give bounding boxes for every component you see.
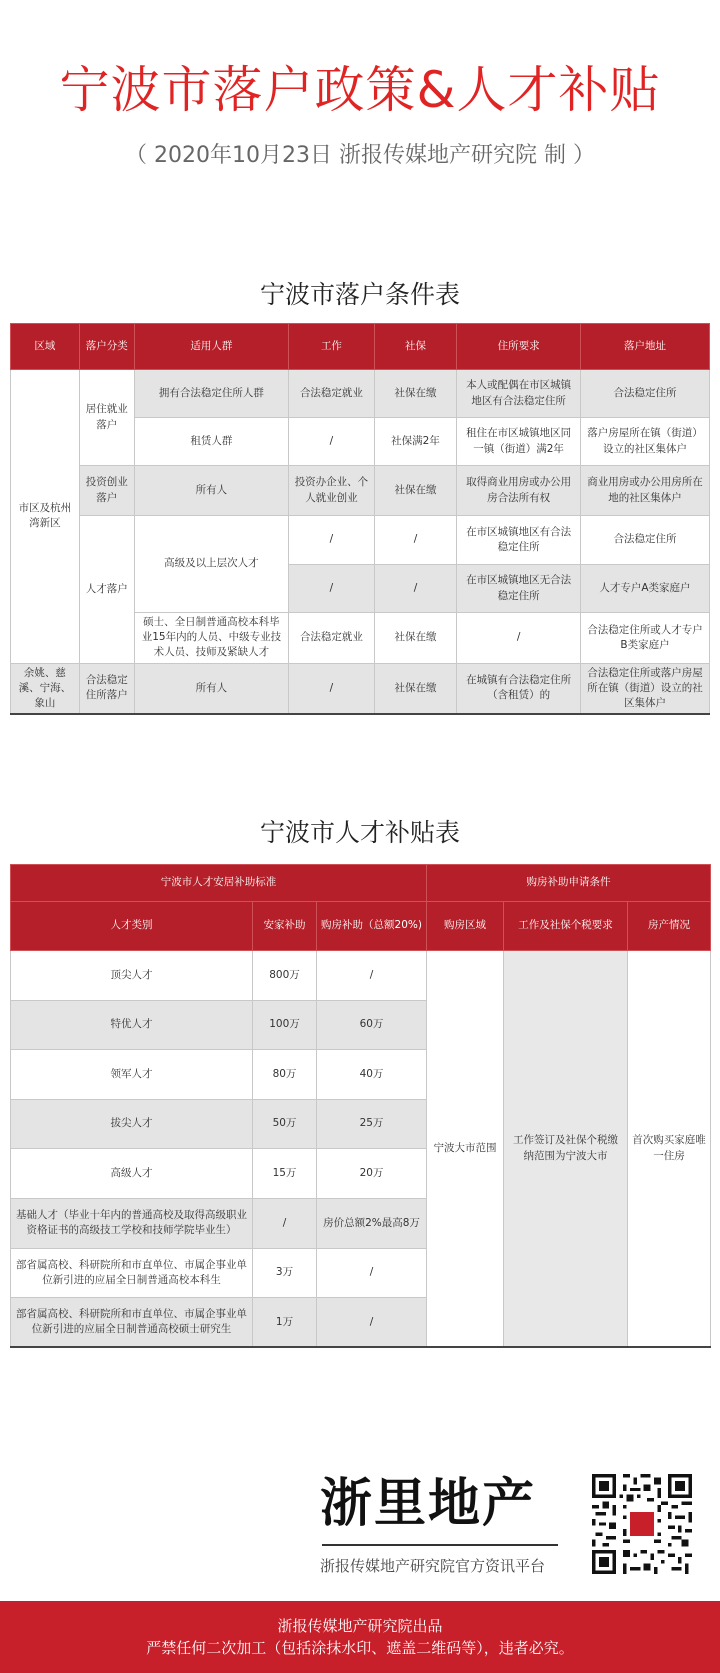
footer-line-1: 浙报传媒地产研究院出品 <box>277 1617 443 1635</box>
cell: 合法稳定住所 <box>580 370 709 418</box>
cell: 取得商业用房或办公用房合法所有权 <box>457 466 581 516</box>
settle-subsidy-cell: 3万 <box>253 1248 317 1298</box>
table-header-row <box>11 324 710 370</box>
header-cell: 落户分类 <box>79 324 134 370</box>
cell: 社保在缴 <box>374 613 456 664</box>
cell: / <box>374 565 456 613</box>
cell: 社保在缴 <box>374 370 456 418</box>
cell: 落户房屋所在镇（街道）设立的社区集体户 <box>580 418 709 466</box>
cell: 人才专户A类家庭户 <box>580 565 709 613</box>
table-row <box>11 370 710 418</box>
table-row <box>11 466 710 516</box>
talent-category-cell: 部省属高校、科研院所和市直单位、市属企事业单位新引进的应届全日制普通高校本科生 <box>11 1248 253 1298</box>
header-cell: 适用人群 <box>134 324 288 370</box>
header-cell: 购房区域 <box>427 902 504 951</box>
header-cell: 工作及社保个税要求 <box>504 902 628 951</box>
table-row <box>11 951 711 1001</box>
cell: / <box>289 418 375 466</box>
category-cell: 投资创业落户 <box>79 466 134 516</box>
cell: / <box>374 516 456 565</box>
talent-category-cell: 拔尖人才 <box>11 1099 253 1149</box>
header-cell: 住所要求 <box>457 324 581 370</box>
talent-category-cell: 顶尖人才 <box>11 951 253 1001</box>
header-cell: 社保 <box>374 324 456 370</box>
cell: 租赁人群 <box>134 418 288 466</box>
cell: 拥有合法稳定住所人群 <box>134 370 288 418</box>
category-cell: 人才落户 <box>79 516 134 664</box>
cell: 社保满2年 <box>374 418 456 466</box>
buy-subsidy-cell: / <box>317 951 427 1001</box>
cell: 合法稳定就业 <box>289 370 375 418</box>
header-cell: 落户地址 <box>580 324 709 370</box>
group-header-cell: 购房补助申请条件 <box>427 865 711 902</box>
cell: 本人或配偶在市区城镇地区有合法稳定住所 <box>457 370 581 418</box>
settle-subsidy-cell: 100万 <box>253 1000 317 1050</box>
buy-subsidy-cell: 60万 <box>317 1000 427 1050</box>
header-cell: 区域 <box>11 324 80 370</box>
cell: 硕士、全日制普通高校本科毕业15年内的人员、中级专业技术人员、技师及紧缺人才 <box>134 613 288 664</box>
settle-subsidy-cell: / <box>253 1198 317 1248</box>
footer-line-2: 严禁任何二次加工（包括涂抹水印、遮盖二维码等），违者必究。 <box>146 1639 574 1657</box>
settle-subsidy-cell: 80万 <box>253 1050 317 1100</box>
buy-subsidy-cell: / <box>317 1298 427 1348</box>
cell: 合法稳定就业 <box>289 613 375 664</box>
cell: 租住在市区城镇地区同一镇（街道）满2年 <box>457 418 581 466</box>
qr-code-icon <box>592 1474 692 1574</box>
settle-subsidy-cell: 15万 <box>253 1149 317 1199</box>
header-cell: 工作 <box>289 324 375 370</box>
buy-subsidy-cell: 40万 <box>317 1050 427 1100</box>
header-cell: 房产情况 <box>628 902 711 951</box>
buy-subsidy-cell: 25万 <box>317 1099 427 1149</box>
purchase-area-cell: 宁波大市范围 <box>427 951 504 1348</box>
brand-tagline: 浙报传媒地产研究院官方资讯平台 <box>320 1557 546 1575</box>
page-subtitle: （ 2020年10月23日 浙报传媒地产研究院 制 ） <box>125 143 595 168</box>
talent-category-cell: 高级人才 <box>11 1149 253 1199</box>
buy-subsidy-cell: 20万 <box>317 1149 427 1199</box>
cell: 商业用房或办公用房所在地的社区集体户 <box>580 466 709 516</box>
cell: 所有人 <box>134 663 288 714</box>
cell: 合法稳定住所或落户房屋所在镇（街道）设立的社区集体户 <box>580 663 709 714</box>
cell: / <box>457 613 581 664</box>
header-cell: 购房补助（总额20%) <box>317 902 427 951</box>
cell: 所有人 <box>134 466 288 516</box>
cell: / <box>289 565 375 613</box>
buy-subsidy-cell: / <box>317 1248 427 1298</box>
table-row <box>11 663 710 714</box>
cell: 在市区城镇地区无合法稳定住所 <box>457 565 581 613</box>
cell: / <box>289 663 375 714</box>
settlement-conditions-table <box>10 323 710 715</box>
cell: 社保在缴 <box>374 466 456 516</box>
category-cell: 合法稳定住所落户 <box>79 663 134 714</box>
header-cell: 安家补助 <box>253 902 317 951</box>
cell: 合法稳定住所 <box>580 516 709 565</box>
page-title: 宁波市落户政策&人才补贴 <box>59 61 661 119</box>
settle-subsidy-cell: 1万 <box>253 1298 317 1348</box>
work-requirement-cell: 工作签订及社保个税缴纳范围为宁波大市 <box>504 951 628 1348</box>
group-header-cell: 宁波市人才安居补助标准 <box>11 865 427 902</box>
settlement-table-title: 宁波市落户条件表 <box>259 280 460 309</box>
brand-logo-text: 浙里地产 <box>320 1474 537 1534</box>
settle-subsidy-cell: 50万 <box>253 1099 317 1149</box>
region-cell: 余姚、慈溪、宁海、象山 <box>11 663 80 714</box>
cell: 社保在缴 <box>374 663 456 714</box>
talent-category-cell: 领军人才 <box>11 1050 253 1100</box>
cell: 投资办企业、个人就业创业 <box>289 466 375 516</box>
talent-category-cell: 基础人才（毕业十年内的普通高校及取得高级职业资格证书的高级技工学校和技师学院毕业生） <box>11 1198 253 1248</box>
category-cell: 居住就业落户 <box>79 370 134 466</box>
brand-divider <box>322 1544 558 1546</box>
talent-category-cell: 部省属高校、科研院所和市直单位、市属企事业单位新引进的应届全日制普通高校硕士研究生 <box>11 1298 253 1348</box>
footer-banner <box>0 1601 720 1673</box>
cell: 在市区城镇地区有合法稳定住所 <box>457 516 581 565</box>
talent-subsidy-table <box>10 864 711 1348</box>
talent-category-cell: 特优人才 <box>11 1000 253 1050</box>
cell: 高级及以上层次人才 <box>134 516 288 613</box>
buy-subsidy-cell: 房价总额2%最高8万 <box>317 1198 427 1248</box>
subsidy-table-title: 宁波市人才补贴表 <box>259 818 460 847</box>
region-cell: 市区及杭州湾新区 <box>11 370 80 664</box>
cell: 在城镇有合法稳定住所（含租赁）的 <box>457 663 581 714</box>
header-cell: 人才类别 <box>11 902 253 951</box>
table-group-header-row <box>11 865 711 902</box>
cell: / <box>289 516 375 565</box>
cell: 合法稳定住所或人才专户B类家庭户 <box>580 613 709 664</box>
table-row <box>11 516 710 565</box>
table-header-row <box>11 902 711 951</box>
property-condition-cell: 首次购买家庭唯一住房 <box>628 951 711 1348</box>
settle-subsidy-cell: 800万 <box>253 951 317 1001</box>
